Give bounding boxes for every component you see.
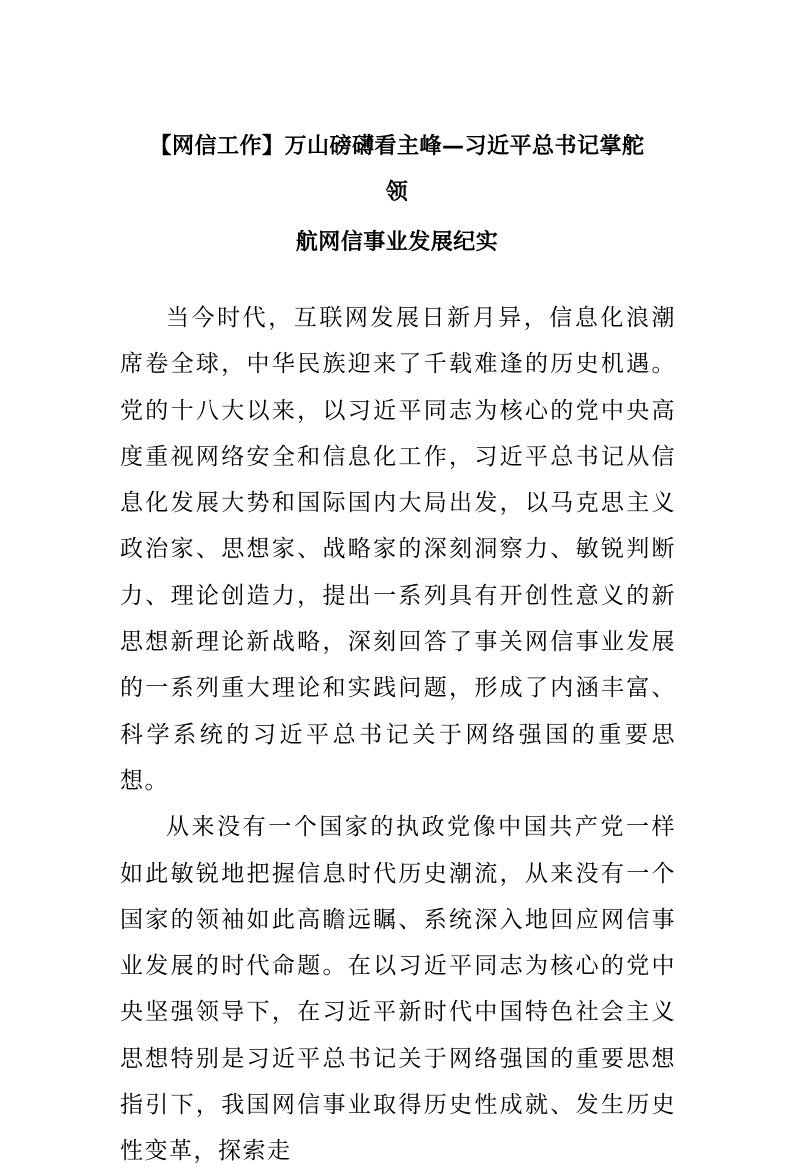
document-title	[120, 124, 674, 266]
title-line-1: 【网信工作】万山磅礴看主峰—习近平总书记掌舵	[149, 134, 645, 159]
paragraph-2: 从来没有一个国家的执政党像中国共产党一样如此敏锐地把握信息时代历史潮流，从来没有一个国家的领袖如此高瞻远瞩、系统深入地回应网信事业发展的时代命题。在以习近平同志为核心的党中央坚强领导下，在习近平新时代中国特色社会主义思想特别是习近平总书记关于网络强国的重要思想指引下，我国网信事业取得历史性成就、发生历史性变革，探索走	[120, 814, 676, 1165]
paragraph-1: 当今时代，互联网发展日新月异，信息化浪潮席卷全球，中华民族迎来了千载难逢的历史机遇。党的十八大以来，以习近平同志为核心的党中央高度重视网络安全和信息化工作，习近平总书记从信息化发展大势和国际国内大局出发，以马克思主义政治家、思想家、战略家的深刻洞察力、敏锐判断力、理论创造力，提出一系列具有开创性意义的新思想新理论新战略，深刻回答了事关网信事业发展的一系列重大理论和实践问题，形成了内涵丰富、科学系统的习近平总书记关于网络强国的重要思想。	[120, 305, 676, 794]
title-line-3: 航网信事业发展纪实	[295, 230, 499, 255]
document-body	[120, 295, 676, 1175]
title-line-2: 领	[385, 180, 409, 205]
